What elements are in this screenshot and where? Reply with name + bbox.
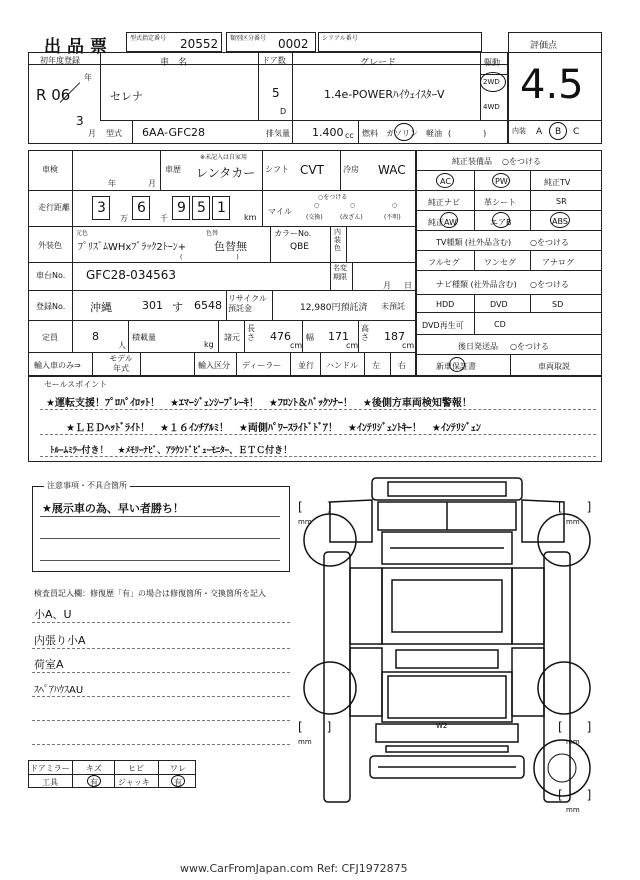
legend-tools-present: 有	[90, 778, 98, 787]
width: 171	[328, 330, 349, 343]
drive-2wd-circle	[480, 72, 506, 92]
handle-left: 左	[372, 361, 380, 370]
load-unit: kg	[204, 340, 214, 349]
legend-scratch: キズ	[86, 764, 102, 773]
car-damage-diagram	[290, 472, 610, 832]
mileage-unknown: (不明)	[384, 214, 401, 221]
sales-line-2: ★ＬＥＤﾍｯﾄﾞﾗｲﾄ！ ★１６ｲﾝﾁｱﾙﾐ！ ★両側ﾊﾟﾜｰｽﾗｲﾄﾞﾄﾞｱ！ ★ｲﾝﾃﾘｼﾞｪﾝﾄｷｰ！ ★ｲﾝﾃﾘｼﾞｪﾝ	[66, 423, 481, 434]
color-label: 外装色	[38, 241, 62, 250]
sheet-title: 出品票	[44, 37, 113, 57]
vin-label: 車台No.	[36, 271, 66, 280]
inspector-line-1: 小A、U	[34, 608, 72, 621]
bracket-rl: [ ]	[298, 720, 332, 734]
mileage-digit-5: 1	[217, 200, 226, 216]
legend-jack-present: 有	[174, 778, 182, 787]
import-type-label: 輸入区分	[198, 361, 230, 370]
reg-class: 301	[142, 299, 163, 312]
tv-fullseg: フルセグ	[428, 258, 460, 267]
capacity: 8	[92, 330, 99, 343]
genuine-title: 純正装備品	[452, 157, 492, 166]
mileage-label: 走行距離	[38, 203, 70, 212]
ac: WAC	[378, 163, 406, 177]
handle-label: ハンドル	[326, 361, 358, 370]
shift-label: シフト	[265, 165, 289, 174]
navi-title: ナビ種類 (社外品含む)	[436, 280, 517, 289]
height-cm: cm	[402, 341, 415, 350]
bracket-fl: [ ]	[298, 500, 332, 514]
mileage-exchange: (交換)	[306, 214, 323, 221]
fuel-label: 燃料	[362, 129, 378, 138]
width-label: 幅	[306, 333, 314, 342]
reg-kana: す	[172, 301, 183, 314]
inspector-label: 検査員記入欄：修復歴「有」の場合は修復箇所・交換箇所を記入	[34, 589, 266, 598]
sales-line-1: ★運転支援！ﾌﾟﾛﾊﾟｲﾛｯﾄ！ ★ｴﾏｰｼﾞｪﾝｼｰﾌﾞﾚｰｷ！ ★ﾌﾛﾝﾄ＆ﾊﾞｯｸｿﾅｰ！ ★後側方車両検知警報！	[46, 398, 472, 409]
mm-spare: mm	[566, 806, 580, 814]
drive-2wd: 2WD	[483, 78, 500, 86]
regno-label: 登録No.	[36, 302, 66, 311]
repaint-label: 色替	[206, 230, 219, 237]
inspector-line-2: 内張り小A	[34, 634, 86, 647]
grade-label: グレード	[360, 58, 397, 68]
circle-note: ○をつける	[318, 194, 348, 201]
model-designation-label: 型式指定番号	[130, 35, 167, 42]
navi-dvd: DVD	[490, 300, 508, 309]
category: 0002	[278, 37, 309, 51]
month-unit: 月	[88, 129, 96, 138]
category-label: 類別区分番号	[230, 35, 267, 42]
inspector-line-4: ｽﾍﾟｱﾊｳｽAU	[34, 685, 84, 696]
fuel-gasoline-circle	[394, 123, 414, 141]
shift: CVT	[300, 163, 324, 177]
equip-pw-circle	[492, 173, 510, 188]
later-warranty: 新車保証書	[436, 362, 476, 371]
mark-w2: W2	[436, 722, 448, 730]
navi-dvd-play: DVD再生可	[422, 321, 464, 330]
mileage-man: 万	[120, 214, 128, 223]
vin: GFC28-034563	[86, 268, 176, 282]
mm-rl: mm	[298, 738, 312, 746]
first-reg-label: 初年度登録	[40, 56, 80, 65]
fuel-diesel: 軽油	[426, 129, 442, 138]
interior-a: A	[536, 127, 543, 137]
inspector-line-3: 荷室A	[34, 658, 64, 671]
rating-label: 評価点	[530, 41, 558, 51]
equip-airbag-circle	[492, 212, 510, 228]
first-reg-era-year: R 06	[36, 86, 71, 104]
bracket-fr: [ ]	[558, 500, 592, 514]
displacement-label: 排気量	[266, 129, 290, 138]
car-name-label: 車 名	[160, 58, 188, 68]
mileage-digit-2: 6	[137, 200, 146, 216]
shaken-month: 月	[148, 179, 156, 188]
grade: 1.4e-POWERﾊｲｳｪｲｽﾀｰV	[324, 88, 445, 101]
model-code-label: 型式	[106, 129, 122, 138]
legend-tools: 工具	[42, 778, 58, 787]
legend-jack: ジャッキ	[118, 778, 150, 787]
tv-oneseg: ワンセグ	[484, 258, 516, 267]
mileage-sen: 千	[160, 214, 168, 223]
car-name: セレナ	[110, 90, 143, 103]
height: 187	[384, 330, 405, 343]
equip-aw: 純正AW	[428, 218, 457, 227]
doors-label: ドア数	[262, 56, 286, 65]
interior-c: C	[573, 127, 580, 137]
capacity-label: 定員	[42, 333, 58, 342]
equip-navi: 純正ナビ	[428, 198, 460, 207]
color-no: QBE	[290, 242, 309, 252]
equip-airbag: エアB	[490, 218, 512, 227]
later-warranty-circle	[449, 357, 465, 372]
fuel-bracket: ( )	[448, 129, 487, 138]
recycle-label: リサイクル預託金	[228, 294, 267, 313]
mile-label: マイル	[268, 207, 292, 216]
sales-line-3: ﾄﾙｰﾑﾐﾗｰ付き！ ★ﾒﾓﾘｰﾅﾋﾞ、ｱﾗｳﾝﾄﾞﾋﾞｭｰﾓﾆﾀｰ、ＥＴＣ付き！	[50, 446, 293, 456]
usage-label: 車歴	[165, 165, 181, 174]
mileage-tampered: (改ざん)	[340, 214, 363, 221]
import-label: 輸入車のみ⇒	[34, 361, 81, 370]
genuine-circle-note: ○をつける	[502, 157, 541, 166]
legend-crack: ヒビ	[128, 764, 144, 773]
year-unit: 年	[84, 73, 92, 82]
displacement: 1.400	[312, 126, 344, 139]
drive-label: 駆動	[484, 58, 500, 67]
sales-points-label: セールスポイント	[44, 380, 108, 389]
name-change-month: 月	[383, 281, 391, 290]
later-manual: 車両取説	[538, 362, 570, 371]
notes-line-1: ★展示車の為、早い者勝ち！	[42, 502, 184, 515]
later-title: 後日発送品	[458, 342, 498, 351]
fuel-gasoline: ガソリン	[386, 129, 418, 138]
import-parallel: 並行	[298, 361, 314, 370]
recycle-status: 未預託	[381, 302, 405, 311]
capacity-unit: 人	[118, 341, 126, 350]
model-code: 6AA-GFC28	[142, 126, 206, 139]
equip-leather: 革シート	[484, 198, 516, 207]
equip-ac: AC	[440, 177, 451, 186]
interior-b-circle	[549, 122, 567, 140]
mileage-digit-4: 5	[197, 200, 206, 216]
reg-area: 沖縄	[90, 301, 112, 314]
mm-fl: mm	[298, 518, 312, 526]
equip-abs-circle	[550, 212, 570, 228]
reg-num: 6548	[194, 299, 222, 312]
mm-rr: mm	[566, 738, 580, 746]
drive-4wd: 4WD	[483, 103, 500, 111]
recycle-amount: 12,980円預託済	[300, 303, 368, 313]
shaken-year: 年	[108, 179, 116, 188]
name-change-day: 日	[404, 281, 412, 290]
usage: レンタカー	[196, 166, 256, 180]
equip-tv: 純正TV	[544, 178, 571, 187]
equip-sr: SR	[556, 197, 567, 206]
load-label: 積載量	[132, 333, 156, 342]
watermark: www.CarFromJapan.com Ref: CFJ1972875	[180, 862, 408, 875]
interior-b: B	[555, 127, 562, 137]
displacement-unit: cc	[345, 131, 354, 140]
bracket-spare: [ ]	[558, 788, 592, 802]
length: 476	[270, 330, 291, 343]
orig-color-label: 元色	[76, 230, 89, 237]
score: 4.5	[520, 62, 584, 108]
navi-hdd: HDD	[436, 300, 455, 309]
handle-right: 右	[398, 361, 406, 370]
model-year-label: モデル年式	[109, 354, 133, 373]
navi-cd: CD	[494, 320, 506, 329]
legend-door-mirror: ドアミラー	[30, 764, 70, 773]
serial-label: シリアル番号	[322, 35, 358, 42]
navi-sd: SD	[552, 300, 564, 309]
orig-color: ﾌﾟﾘｽﾞﾑWHxﾌﾞﾗｯｸ2ﾄｰﾝ+	[78, 242, 187, 253]
color-paren: ( )	[180, 254, 239, 261]
interior-color-label: 内装色	[334, 228, 341, 252]
ship-date-label: 諸元	[224, 333, 240, 342]
bracket-rr: [ ]	[558, 720, 592, 734]
name-change-label: 名変期限	[333, 264, 347, 281]
mileage-digit-3: 9	[177, 200, 186, 216]
height-label: 高さ	[361, 324, 369, 342]
doors: 5	[272, 86, 280, 100]
model-designation: 20552	[180, 37, 219, 51]
legend-break: ワレ	[170, 764, 186, 773]
tv-analog: アナログ	[542, 258, 574, 267]
private-note: ※未記入は自家用	[200, 154, 248, 161]
repaint: 色替無	[214, 240, 247, 253]
color-no-label: カラーNo.	[274, 229, 312, 238]
tv-title: TV種類 (社外品含む)	[436, 238, 512, 247]
length-cm: cm	[290, 341, 303, 350]
equip-aw-circle	[440, 212, 458, 228]
ac-label: 冷房	[343, 165, 359, 174]
notes-label: 注意事項・不具合箇所	[44, 480, 130, 491]
width-cm: cm	[346, 341, 359, 350]
interior-label: 内装	[512, 127, 526, 135]
mm-fr: mm	[566, 518, 580, 526]
equip-ac-circle	[436, 173, 454, 188]
door-type: D	[280, 107, 287, 116]
shaken-label: 車検	[42, 165, 58, 174]
import-dealer: ディーラー	[242, 361, 282, 370]
equip-pw: PW	[495, 177, 508, 186]
length-label: 長さ	[247, 324, 255, 342]
mileage-digit-1: 3	[97, 200, 106, 216]
mileage-unit: km	[244, 213, 257, 222]
first-reg-month: 3	[76, 114, 84, 128]
equip-abs: ABS	[552, 217, 568, 226]
